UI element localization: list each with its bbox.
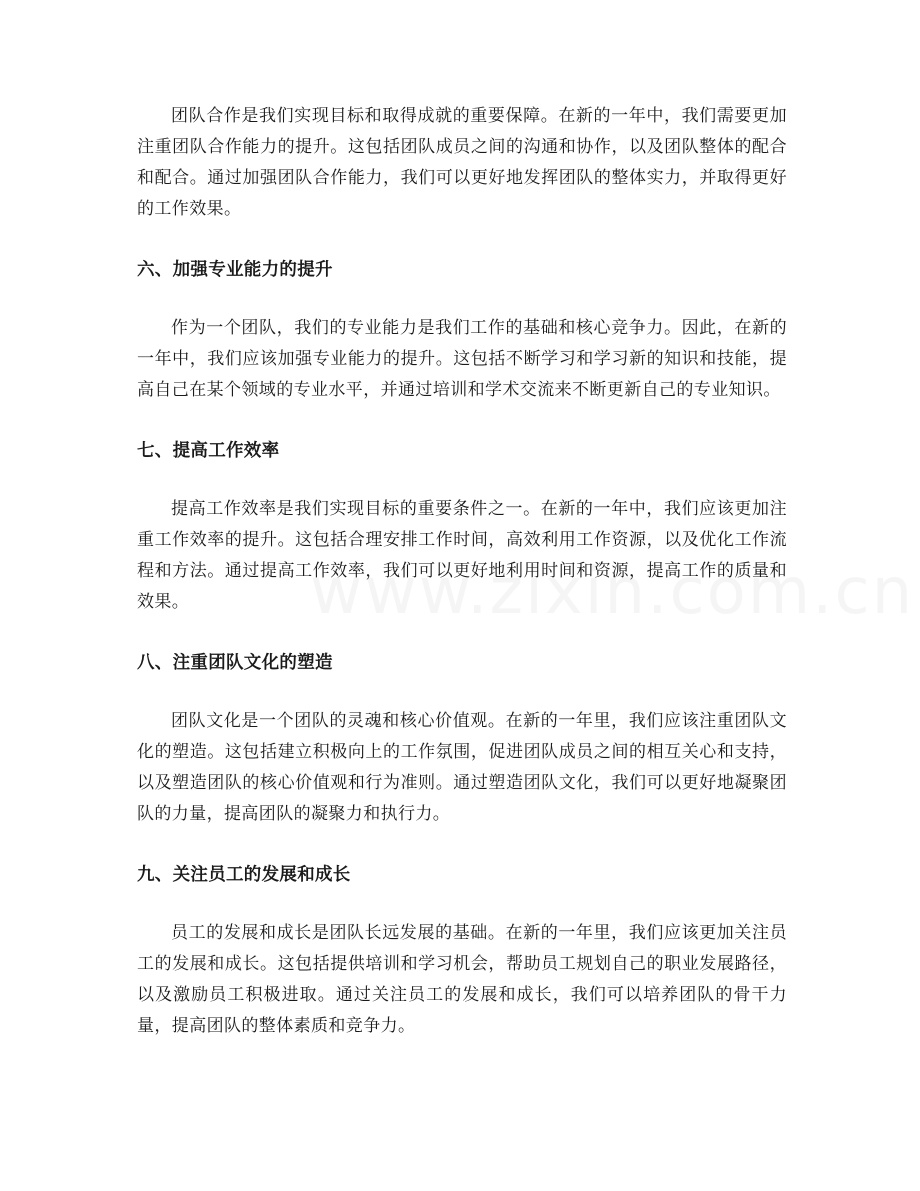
section-body: 提高工作效率是我们实现目标的重要条件之一。在新的一年中，我们应该更加注重工作效率的提升。这包括合理安排工作时间，高效利用工作资源，以及优化工作流程和方法。通过提高工作效率，我们可以更好地利用时间和资源，提高工作的质量和效果。 [137,499,787,612]
section-9 [137,860,787,1042]
section-heading: 六、加强专业能力的提升 [137,260,333,280]
section-7 [137,436,787,618]
section-heading: 九、关注员工的发展和成长 [137,865,351,885]
section-heading: 八、注重团队文化的塑造 [137,653,333,673]
section-body: 团队文化是一个团队的灵魂和核心价值观。在新的一年里，我们应该注重团队文化的塑造。这包括建立积极向上的工作氛围，促进团队成员之间的相互关心和支持，以及塑造团队的核心价值观和行为准则。通过塑造团队文化，我们可以更好地凝聚团队的力量，提高团队的凝聚力和执行力。 [137,711,787,824]
section-heading: 七、提高工作效率 [137,441,280,461]
document-page [137,101,787,1072]
section-8 [137,648,787,830]
section-body: 作为一个团队，我们的专业能力是我们工作的基础和核心竞争力。因此，在新的一年中，我们应该加强专业能力的提升。这包括不断学习和学习新的知识和技能，提高自己在某个领域的专业水平，并通过培训和学术交流来不断更新自己的专业知识。 [137,318,787,400]
intro-paragraph: 团队合作是我们实现目标和取得成就的重要保障。在新的一年中，我们需要更加注重团队合作能力的提升。这包括团队成员之间的沟通和协作，以及团队整体的配合和配合。通过加强团队合作能力，我们可以更好地发挥团队的整体实力，并取得更好的工作效果。 [137,106,787,219]
section-6 [137,255,787,406]
section-body: 员工的发展和成长是团队长远发展的基础。在新的一年里，我们应该更加关注员工的发展和成长。这包括提供培训和学习机会，帮助员工规划自己的职业发展路径，以及激励员工积极进取。通过关注员工的发展和成长，我们可以培养团队的骨干力量，提高团队的整体素质和竞争力。 [137,923,787,1036]
